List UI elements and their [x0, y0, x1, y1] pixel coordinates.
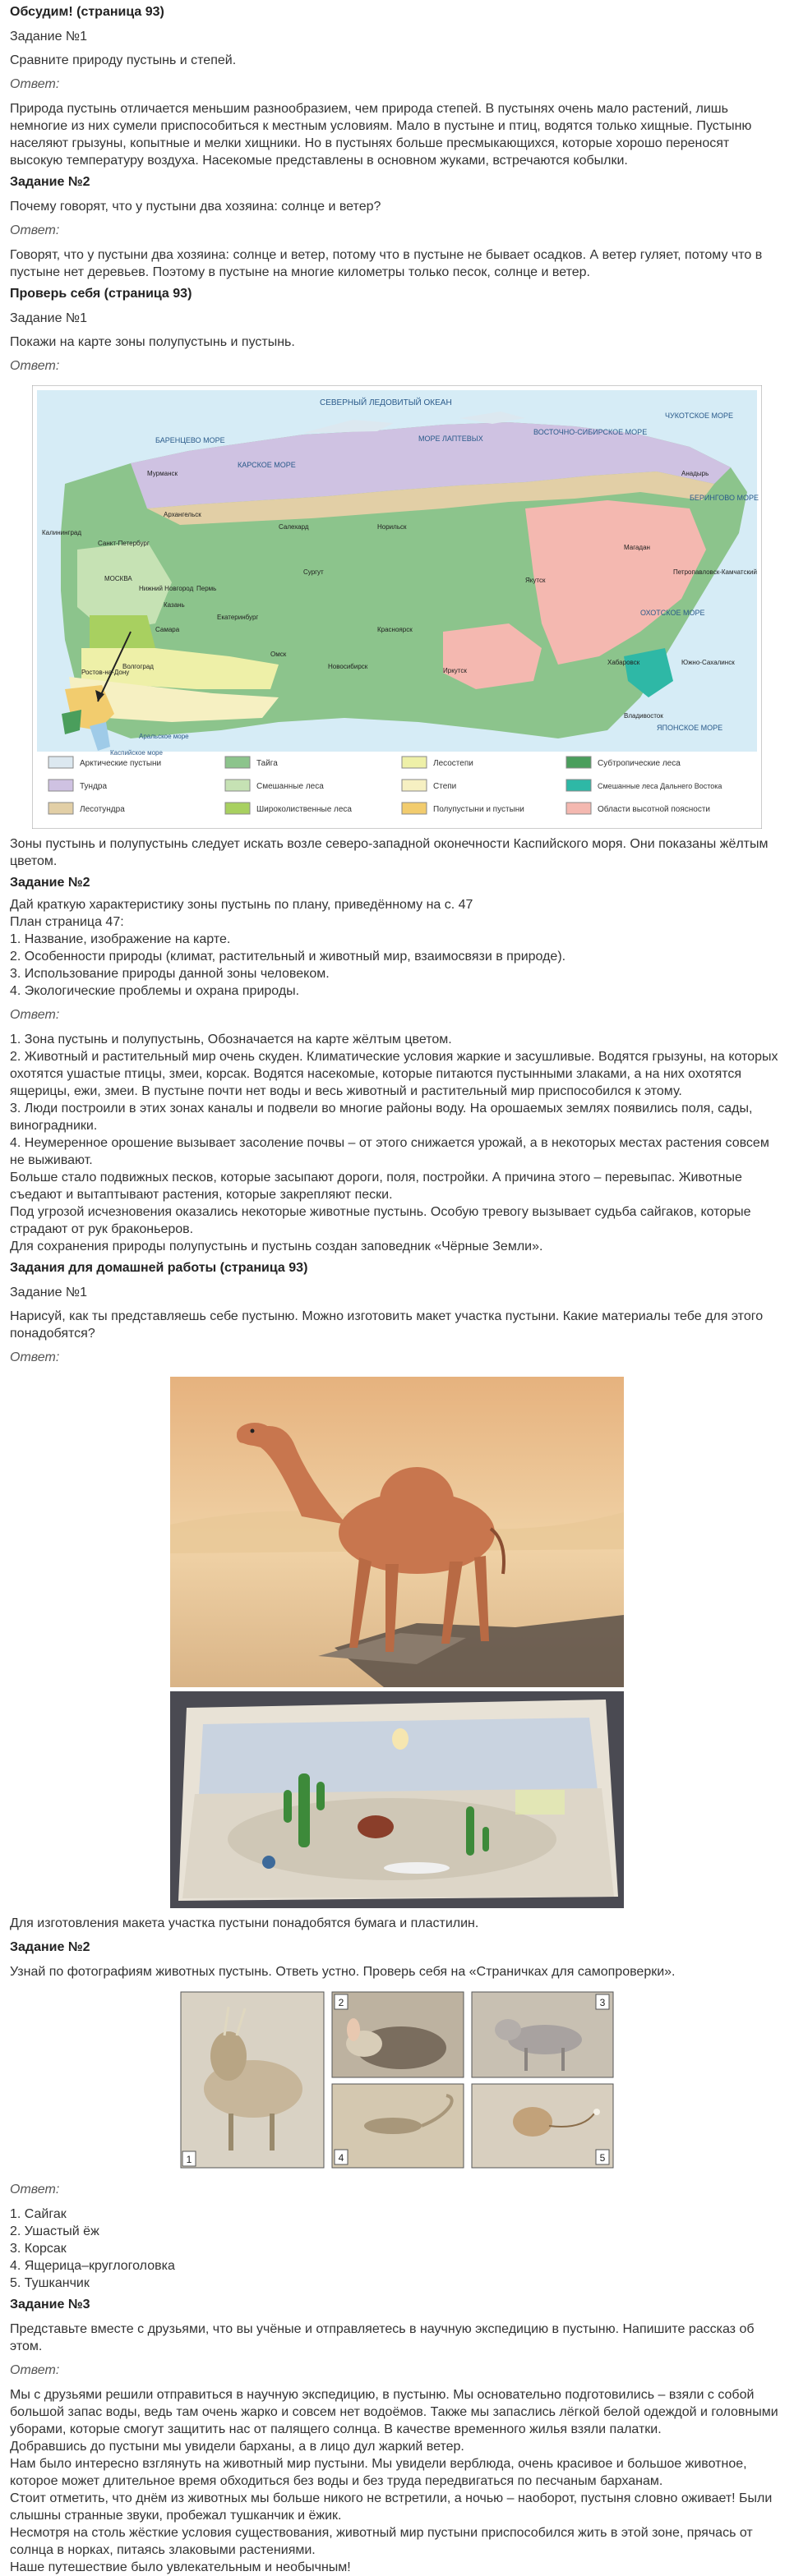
question-line: Нарисуй, как ты представляешь себе пустыню. Можно изготовить макет участка пустыни. Какие материалы тебе для этого [10, 1309, 764, 1323]
answer-label: Ответ: [10, 2183, 60, 2196]
legend-label: Арктические пустыни [80, 759, 162, 768]
city-label: Южно-Сахалинск [681, 659, 735, 666]
section-heading: Проверь себя (страница 93) [10, 287, 192, 301]
question-text: Узнай по фотографиям животных пустынь. Ответь устно. Проверь себя на «Страничках для самопроверки». [10, 1965, 676, 1979]
question-line: 2. Особенности природы (климат, растительный и животный мир, взаимосвязи в природе). [10, 950, 566, 964]
answer-line: уборами, которые смогут защитить нас от палящего солнца. В качестве временного жилья взяли палатки. [10, 2422, 662, 2436]
section-heading: Задания для домашней работы (страница 93) [10, 1261, 308, 1275]
answer-label: Ответ: [10, 359, 60, 373]
animal-photo-1 [181, 1992, 324, 2168]
legend-label: Смешанные леса Дальнего Востока [598, 782, 722, 790]
map-label: Аральское море [139, 733, 189, 740]
section-heading: Задание №2 [10, 175, 90, 189]
city-label: Калининград [42, 529, 82, 536]
legend-label: Субтропические леса [598, 759, 681, 768]
task-label: Задание №1 [10, 1286, 87, 1300]
answer-line: высокую температуру воздуха. Насекомые представлены в основном жуками, встречаются кобылки. [10, 154, 628, 168]
answer-line: 3. Корсак [10, 2242, 67, 2256]
city-label: Красноярск [377, 626, 413, 633]
answer-line: Добравшись до пустыни мы увидели барханы, а в лицо дул жаркий ветер. [10, 2440, 464, 2454]
map-label: СЕВЕРНЫЙ ЛЕДОВИТЫЙ ОКЕАН [320, 398, 452, 407]
city-label: Якутск [525, 577, 546, 584]
answer-line: 1. Сайгак [10, 2207, 67, 2221]
city-label: Иркутск [443, 667, 467, 674]
city-label: Пермь [196, 585, 217, 592]
city-label: Новосибирск [328, 663, 368, 670]
legend-label: Широколиственные леса [256, 805, 352, 814]
section-heading: Задание №2 [10, 876, 90, 890]
animal-photos-grid [179, 1990, 615, 2171]
answer-line: слышны странные звуки, пробежал тушканчик и ёжик. [10, 2509, 342, 2523]
legend-label: Тундра [80, 782, 108, 791]
answer-line: солнца в норках, питаясь злаковыми растениями. [10, 2543, 316, 2557]
city-label: Владивосток [624, 712, 663, 720]
city-label: Салехард [279, 523, 309, 531]
answer-line: 4. Ящерица–круглоголовка [10, 2259, 175, 2273]
answer-line: Природа пустынь отличается меньшим разнообразием, чем природа степей. В пустынях очень мало растений, лишь [10, 102, 728, 116]
legend-label: Лесостепи [433, 759, 473, 768]
legend-label: Полупустыни и пустыни [433, 805, 524, 814]
city-label: Казань [164, 601, 185, 609]
answer-line: 2. Ушастый ёж [10, 2224, 99, 2238]
map-label: ЯПОНСКОЕ МОРЕ [657, 724, 723, 732]
answer-label: Ответ: [10, 77, 60, 91]
answer-line: 3. Люди построили в этих зонах каналы и подвели во многие районы воду. На орошаемых землях появились поля, сады, [10, 1102, 753, 1116]
answer-line: Мы с друзьями решили отправиться в научную экспедицию, в пустыню. Мы основательно подготовились – взяли с собой [10, 2388, 755, 2402]
answer-line: страдают от рук браконьеров. [10, 1222, 194, 1236]
map-label: ВОСТОЧНО-СИБИРСКОЕ МОРЕ [533, 428, 648, 436]
city-label: Магадан [624, 544, 650, 551]
legend-label: Тайга [256, 759, 278, 768]
answer-line: виноградники. [10, 1119, 98, 1133]
city-label: Мурманск [147, 470, 178, 477]
answer-line: Под угрозой исчезновения оказались некоторые животные пустынь. Особую тревогу вызывает судьба сайгаков, которые [10, 1205, 751, 1219]
question-line: 4. Экологические проблемы и охрана природы. [10, 984, 300, 998]
photo-number: 3 [599, 1997, 606, 2008]
map-label: ЧУКОТСКОЕ МОРЕ [665, 412, 734, 420]
animal-photo-4 [332, 2084, 464, 2168]
answer-line: охотятся ушастые птицы, змеи, корсак. Водятся насекомые, которые питаются пустынными злаками, а на них охотятся [10, 1067, 742, 1081]
legend-label: Смешанные леса [256, 782, 324, 791]
answer-line: не выживают. [10, 1153, 93, 1167]
answer-line: пустыне нет деревьев. Поэтому в пустыне на многие километры только песок, солнце и ветер. [10, 265, 590, 279]
answer-label: Ответ: [10, 2363, 60, 2377]
legend-label: Области высотной поясности [598, 805, 711, 814]
answer-line: Наше путешествие было увлекательным и необычным! [10, 2560, 351, 2574]
camel-drawing [170, 1377, 624, 1687]
legend-label: Лесотундра [80, 805, 125, 814]
answer-line: Стоит отметить, что днём из животных мы больше никого не встретили, а ночью – наоборот, пустыня словно оживает! Были [10, 2491, 773, 2505]
answer-line: Говорят, что у пустыни два хозяина: солнце и ветер, потому что в пустыне не бывает осадков. А ветер гуляет, потому что в [10, 248, 763, 262]
answer-line: большой запас воды, ведь там очень жарко и совсем нет водоёмов. Также мы запаслись лёгкой белой одеждой и головными [10, 2405, 778, 2419]
question-line: этом. [10, 2339, 43, 2353]
answer-line: немногие из них сумели приспособиться к местным условиям. Мало в пустыне и птиц, водятся только хищные. Пустыню [10, 119, 752, 133]
photo-number: 4 [338, 2152, 344, 2164]
photo-number: 2 [338, 1997, 344, 2008]
question-line: Дай краткую характеристику зоны пустынь по плану, приведённому на с. 47 [10, 898, 473, 912]
question-line: План страница 47: [10, 915, 124, 929]
answer-line: съедают и вытаптывают растения, которые закрепляют пески. [10, 1188, 393, 1202]
city-label: Петропавловск-Камчатский [673, 568, 757, 576]
city-label: Нижний Новгород [139, 585, 194, 592]
task-label: Задание №1 [10, 30, 87, 44]
city-label: Ростов-на-Дону [81, 669, 130, 676]
city-label: Волгоград [122, 663, 154, 670]
city-label: Омск [270, 651, 287, 658]
answer-line: населяют грызуны, копытные и мелки хищники. Но в пустынях больше пресмыкающихся, которые хорошо переносят [10, 136, 730, 150]
city-label: Екатеринбург [217, 614, 259, 621]
city-label: Хабаровск [607, 659, 640, 666]
caption-text: Для изготовления макета участка пустыни понадобятся бумага и пластилин. [10, 1916, 479, 1930]
answer-line: Для сохранения природы полупустынь и пустынь создан заповедник «Чёрные Земли». [10, 1240, 543, 1254]
natural-zones-map [32, 385, 762, 829]
question-line: 3. Использование природы данной зоны человеком. [10, 967, 330, 981]
answer-label: Ответ: [10, 1350, 60, 1364]
animal-photo-5 [472, 2084, 613, 2168]
photo-number: 1 [186, 2154, 192, 2165]
city-label: Архангельск [164, 511, 201, 518]
task-label: Задание №1 [10, 311, 87, 325]
animal-photo-2 [332, 1992, 464, 2077]
answer-line: Нам было интересно взглянуть на животный мир пустыни. Мы увидели верблюда, очень красивое и большое животное, [10, 2457, 747, 2471]
section-heading: Задание №3 [10, 2298, 90, 2312]
map-label: Каспийское море [110, 749, 163, 757]
answer-line: цветом. [10, 854, 58, 868]
answer-label: Ответ: [10, 223, 60, 237]
section-heading: Обсудим! (страница 93) [10, 5, 164, 19]
answer-label: Ответ: [10, 1008, 60, 1022]
answer-line: 4. Неумеренное орошение вызывает засоление почвы – от этого снижается урожай, а в некоторых местах растения совсем [10, 1136, 769, 1150]
city-label: Анадырь [681, 470, 709, 477]
animal-photo-3 [472, 1992, 613, 2077]
answer-line: 2. Животный и растительный мир очень скуден. Климатические условия жаркие и засушливые. Водятся грызуны, на которых [10, 1050, 778, 1064]
city-label: Норильск [377, 523, 407, 531]
map-label: БАРЕНЦЕВО МОРЕ [155, 436, 225, 444]
answer-line: ящерицы, ежи, змеи. В пустыне почти нет воды и весь животный и растительный мир приспособился к этому. [10, 1084, 682, 1098]
answer-line: Больше стало подвижных песков, которые засыпают дороги, поля, постройки. А причина этого – перевыпас. Животные [10, 1171, 742, 1184]
city-label: МОСКВА [104, 575, 132, 582]
answer-line: Несмотря на столь жёсткие условия существования, животный мир пустыни приспособился жить в этой зоне, прячась от [10, 2526, 753, 2540]
section-heading: Задание №2 [10, 1940, 90, 1954]
city-label: Сургут [303, 568, 324, 576]
question-text: Почему говорят, что у пустыни два хозяина: солнце и ветер? [10, 200, 381, 214]
answer-line: 5. Тушканчик [10, 2276, 90, 2290]
question-text: Сравните природу пустынь и степей. [10, 53, 237, 67]
desert-model-photo [170, 1691, 624, 1908]
legend-label: Степи [433, 782, 457, 791]
answer-line: Зоны пустынь и полупустынь следует искать возле северо-западной оконечности Каспийского моря. Они показаны жёлтым [10, 837, 769, 851]
city-label: Санкт-Петербург [98, 540, 150, 547]
map-label: КАРСКОЕ МОРЕ [238, 461, 296, 469]
question-line: понадобятся? [10, 1327, 95, 1341]
question-text: Покажи на карте зоны полупустынь и пустынь. [10, 335, 295, 349]
question-line: 1. Название, изображение на карте. [10, 932, 231, 946]
answer-line: 1. Зона пустынь и полупустынь, Обозначается на карте жёлтым цветом. [10, 1033, 452, 1046]
map-label: БЕРИНГОВО МОРЕ [690, 494, 759, 502]
map-label: МОРЕ ЛАПТЕВЫХ [418, 435, 483, 443]
photo-number: 5 [599, 2152, 606, 2164]
map-label: ОХОТСКОЕ МОРЕ [640, 609, 705, 617]
question-line: Представьте вместе с друзьями, что вы учёные и отправляетесь в научную экспедицию в пустыню. Напишите рассказ об [10, 2322, 755, 2336]
answer-line: которое может длительное время обходиться без воды и без труда передвигаться по песчаным барханам. [10, 2474, 663, 2488]
city-label: Самара [155, 626, 180, 633]
